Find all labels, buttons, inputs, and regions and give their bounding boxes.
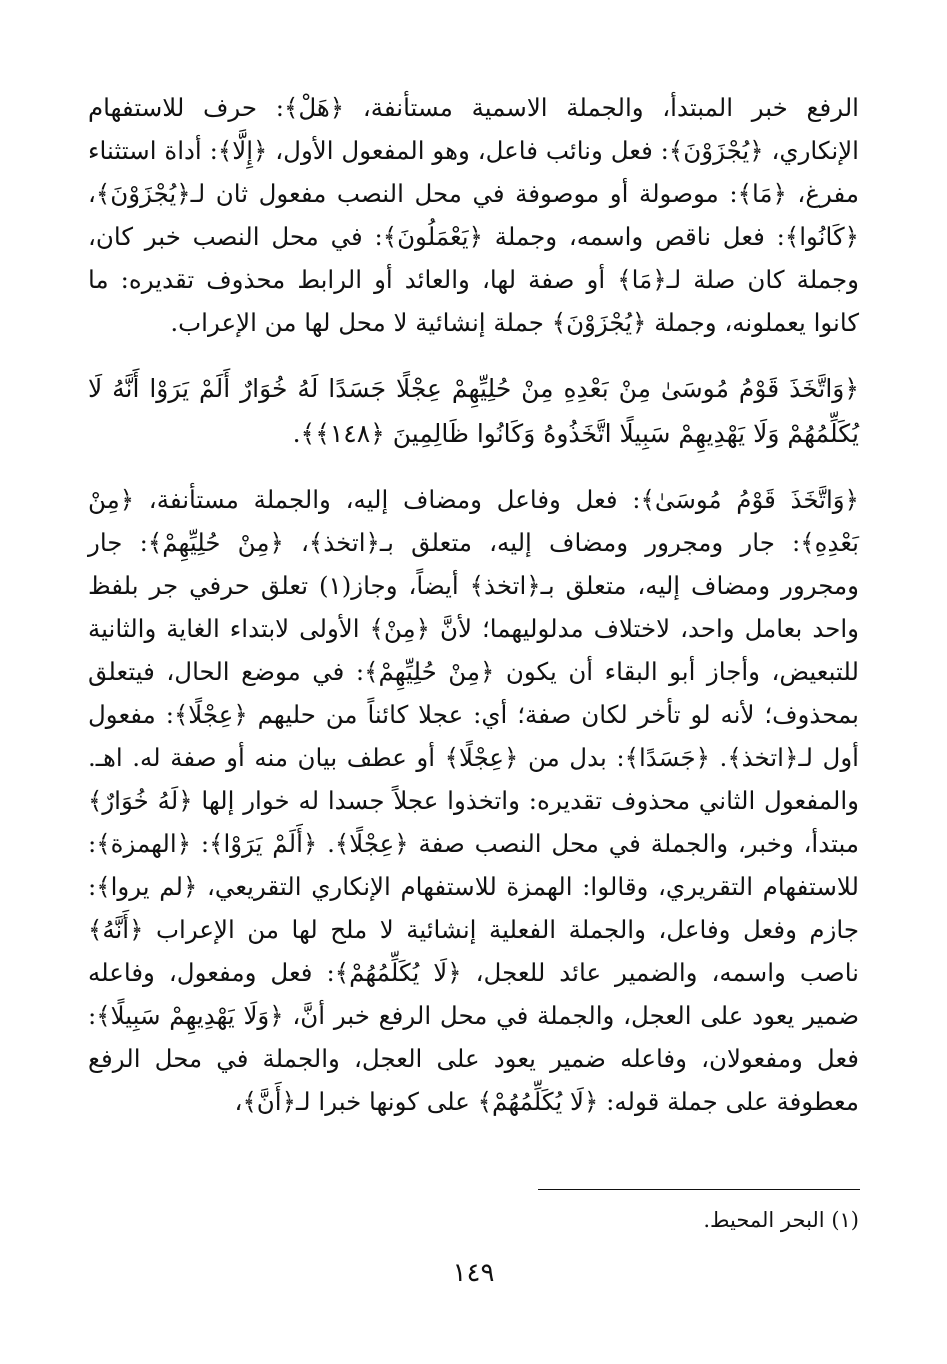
paragraph-2: ﴿وَاتَّخَذَ قَوْمُ مُوسَىٰ﴾: فعل وفاعل ومضاف إليه، والجملة مستأنفة، ﴿مِنْ بَعْدِهِ﴾: جار ومجرور ومضاف إليه، متعلق بـ﴿اتخذ﴾، ﴿مِنْ حُلِيِّهِمْ﴾: جار ومجرور ومضاف إليه، متعلق بـ﴿اتخذ﴾ أيضاً، وجاز(١) تعلق حرفي جر بلفظ واحد بعامل واحد، لاختلاف مدلوليهما؛ لأنَّ ﴿مِنْ﴾ الأولى لابتداء الغاية والثانية للتبعيض، وأجاز أبو البقاء أن يكون ﴿مِنْ حُلِيِّهِمْ﴾: في موضع الحال، فيتعلق بمحذوف؛ لأنه لو تأخر لكان صفة؛ أي: عجلا كائناً من حليهم ﴿عِجْلًا﴾: مفعول أول لـ﴿اتخذ﴾. ﴿جَسَدًا﴾: بدل من ﴿عِجْلًا﴾ أو عطف بيان منه أو صفة له. اهـ. والمفعول الثاني محذوف تقديره: واتخذوا عجلاً جسدا له خوار إلها ﴿لَهُ خُوَارٌ﴾ مبتدأ، وخبر، والجملة في محل النصب صفة ﴿عِجْلًا﴾. ﴿أَلَمْ يَرَوْا﴾: ﴿الهمزة﴾: للاستفهام التقريري، وقالوا: الهمزة للاستفهام الإنكاري التقريعي، ﴿لم يروا﴾: جازم وفعل وفاعل، والجملة الفعلية إنشائية لا ملح لها من الإعراب ﴿أَنَّهُ﴾ ناصب واسمه، والضمير عائد للعجل، ﴿لَا يُكَلِّمُهُمْ﴾: فعل ومفعول، وفاعله ضمير يعود على العجل، والجملة في محل الرفع خبر أنَّ، ﴿وَلَا يَهْدِيهِمْ سَبِيلًا﴾: فعل ومفعولان، وفاعله ضمير يعود على العجل، والجملة في محل الرفع معطوفة على جملة قوله: ﴿لَا يُكَلِّمُهُمْ﴾ على كونها خبرا لـ﴿أَنَّ﴾، <box>88 485 859 1116</box>
footnote: (١) البحر المحيط. <box>703 1208 859 1232</box>
footnote-divider <box>538 1189 860 1190</box>
page-number: ١٤٩ <box>452 1258 495 1288</box>
paragraph-1: الرفع خبر المبتدأ، والجملة الاسمية مستأنفة، ﴿هَلْ﴾: حرف للاستفهام الإنكاري، ﴿يُجْزَوْنَ﴾: فعل ونائب فاعل، وهو المفعول الأول، ﴿إِلَّا﴾: أداة استثناء مفرغ، ﴿مَا﴾: موصولة أو موصوفة في محل النصب مفعول ثان لـ﴿يُجْزَوْنَ﴾، ﴿كَانُوا﴾: فعل ناقص واسمه، وجملة ﴿يَعْمَلُونَ﴾: في محل النصب خبر كان، وجملة كان صلة لـ﴿مَا﴾ أو صفة لها، والعائد أو الرابط محذوف تقديره: ما كانوا يعملونه، وجملة ﴿يُجْزَوْنَ﴾ جملة إنشائية لا محل لها من الإعراب. <box>88 93 859 337</box>
quran-verse: ﴿وَاتَّخَذَ قَوْمُ مُوسَىٰ مِنْ بَعْدِهِ مِنْ حُلِيِّهِمْ عِجْلًا جَسَدًا لَهُ خُوَارٌ أَلَمْ يَرَوْا أَنَّهُ لَا يُكَلِّمُهُمْ وَلَا يَهْدِيهِمْ سَبِيلًا اتَّخَذُوهُ وَكَانُوا ظَالِمِينَ ﴿١٤٨﴾﴾. <box>88 374 859 448</box>
